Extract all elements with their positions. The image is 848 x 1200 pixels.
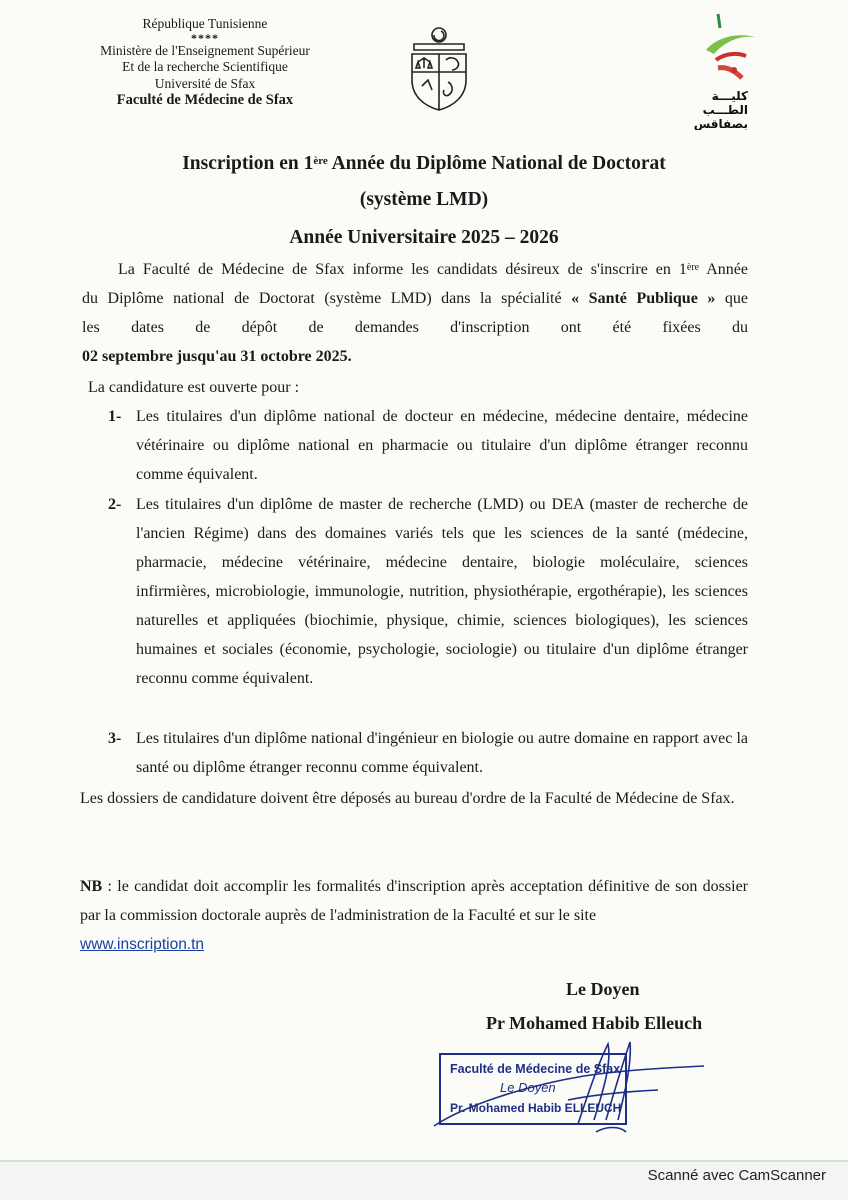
title-sup: ère [313, 155, 328, 167]
open-to-label: La candidature est ouverte pour : [88, 379, 300, 396]
nb-paragraph [80, 872, 748, 959]
intro-line1-a: La Faculté de Médecine de Sfax informe les candidats désireux de s'inscrire en 1 [118, 261, 687, 278]
logo-arabic-line3: بصفاقس [693, 117, 748, 130]
intro-line3: les dates de dépôt de demandes d'inscription ont été fixées du [82, 319, 748, 336]
list-item-text: Les titulaires d'un diplôme de master de recherche (LMD) ou DEA (master de recherche de l'ancien Régime) dans des domaines variés tels que les sciences de la santé (médecine, pharmacie, médecine vétérinaire, médecine dentaire, biologie moléculaire, sciences infirmières, microbiologie, immunologie, nutrition, physiothérapie, ergothérapie), les sciences naturelles et appliquées (biochimie, physique, chimie, sciences biologiques), les sciences humaines et sociales (économie, psychologie, sociologie) ou titulaire d'un diplôme étranger reconnu comme équivalent. [136, 496, 748, 687]
logo-arabic-line2: الطـــب [702, 103, 748, 117]
header-stars: **** [191, 30, 219, 45]
faculty-name: Faculté de Médecine de Sfax [116, 92, 294, 108]
ministry-line2: Et de la recherche Scientifique [122, 59, 288, 74]
specialty-name: « Santé Publique » [571, 290, 716, 307]
camscanner-watermark: Scanné avec CamScanner [647, 1167, 826, 1184]
tunisian-emblem-icon [404, 24, 474, 112]
official-stamp [428, 1040, 718, 1140]
faculty-logo-icon [676, 8, 776, 130]
handwritten-signature [434, 1042, 704, 1132]
republic-label: République Tunisienne [142, 16, 268, 31]
intro-line2-a: du Diplôme national de Doctorat (système LMD) dans la spécialité [82, 290, 572, 307]
document-title-line2: (système LMD) [359, 189, 489, 210]
institution-header [60, 16, 350, 109]
stamp-line2: Le Doyen [500, 1080, 556, 1095]
dossiers-paragraph: Les dossiers de candidature doivent être déposés au bureau d'ordre de la Faculté de Médecine de Sfax. [80, 790, 735, 807]
list-item [108, 402, 748, 489]
intro-line1-sup: ère [686, 262, 700, 273]
dean-name: Pr Mohamed Habib Elleuch [486, 1013, 703, 1033]
university-name: Université de Sfax [154, 75, 256, 91]
intro-line2 [82, 284, 748, 313]
document-title-line1 [60, 152, 788, 176]
inscription-site-link[interactable]: www.inscription.tn [80, 936, 205, 953]
list-item-number: 1- [108, 408, 122, 425]
list-item-text: Les titulaires d'un diplôme national de docteur en médecine, médecine dentaire, médecine vétérinaire ou diplôme national en pharmacie ou titulaire d'un diplôme étranger reconnu comme équivalent. [136, 408, 748, 483]
nb-label: NB [80, 878, 103, 895]
list-item-number: 3- [108, 730, 122, 747]
title-suffix: Année du Diplôme National de Doctorat [327, 153, 666, 174]
stamp-line3: Pr. Mohamed Habib ELLEUCH [450, 1101, 622, 1115]
intro-dates: 02 septembre jusqu'au 31 octobre 2025. [82, 348, 352, 365]
logo-arabic-line1: كليـــة [711, 89, 748, 103]
list-item [108, 490, 748, 693]
intro-paragraph [82, 255, 748, 371]
dean-title: Le Doyen [566, 979, 640, 999]
intro-line1-b: Année [699, 261, 748, 278]
nb-text: : le candidat doit accomplir les formalités d'inscription après acceptation définitive de son dossier par la commission doctorale auprès de l'administration de la Faculté et sur le site [80, 878, 748, 924]
list-item-number: 2- [108, 496, 122, 513]
list-item [108, 724, 748, 782]
ministry-line1: Ministère de l'Enseignement Supérieur [100, 42, 310, 58]
title-prefix: Inscription en 1 [182, 153, 314, 174]
intro-line1 [82, 255, 748, 284]
intro-line2-b: que [715, 290, 749, 307]
document-title-line3: Année Universitaire 2025 – 2026 [289, 227, 559, 248]
list-item-text: Les titulaires d'un diplôme national d'ingénieur en biologie ou autre domaine en rapport avec la santé ou diplôme étranger reconnu comme équivalent. [136, 730, 748, 776]
stamp-line1: Faculté de Médecine de Sfax [450, 1062, 621, 1076]
